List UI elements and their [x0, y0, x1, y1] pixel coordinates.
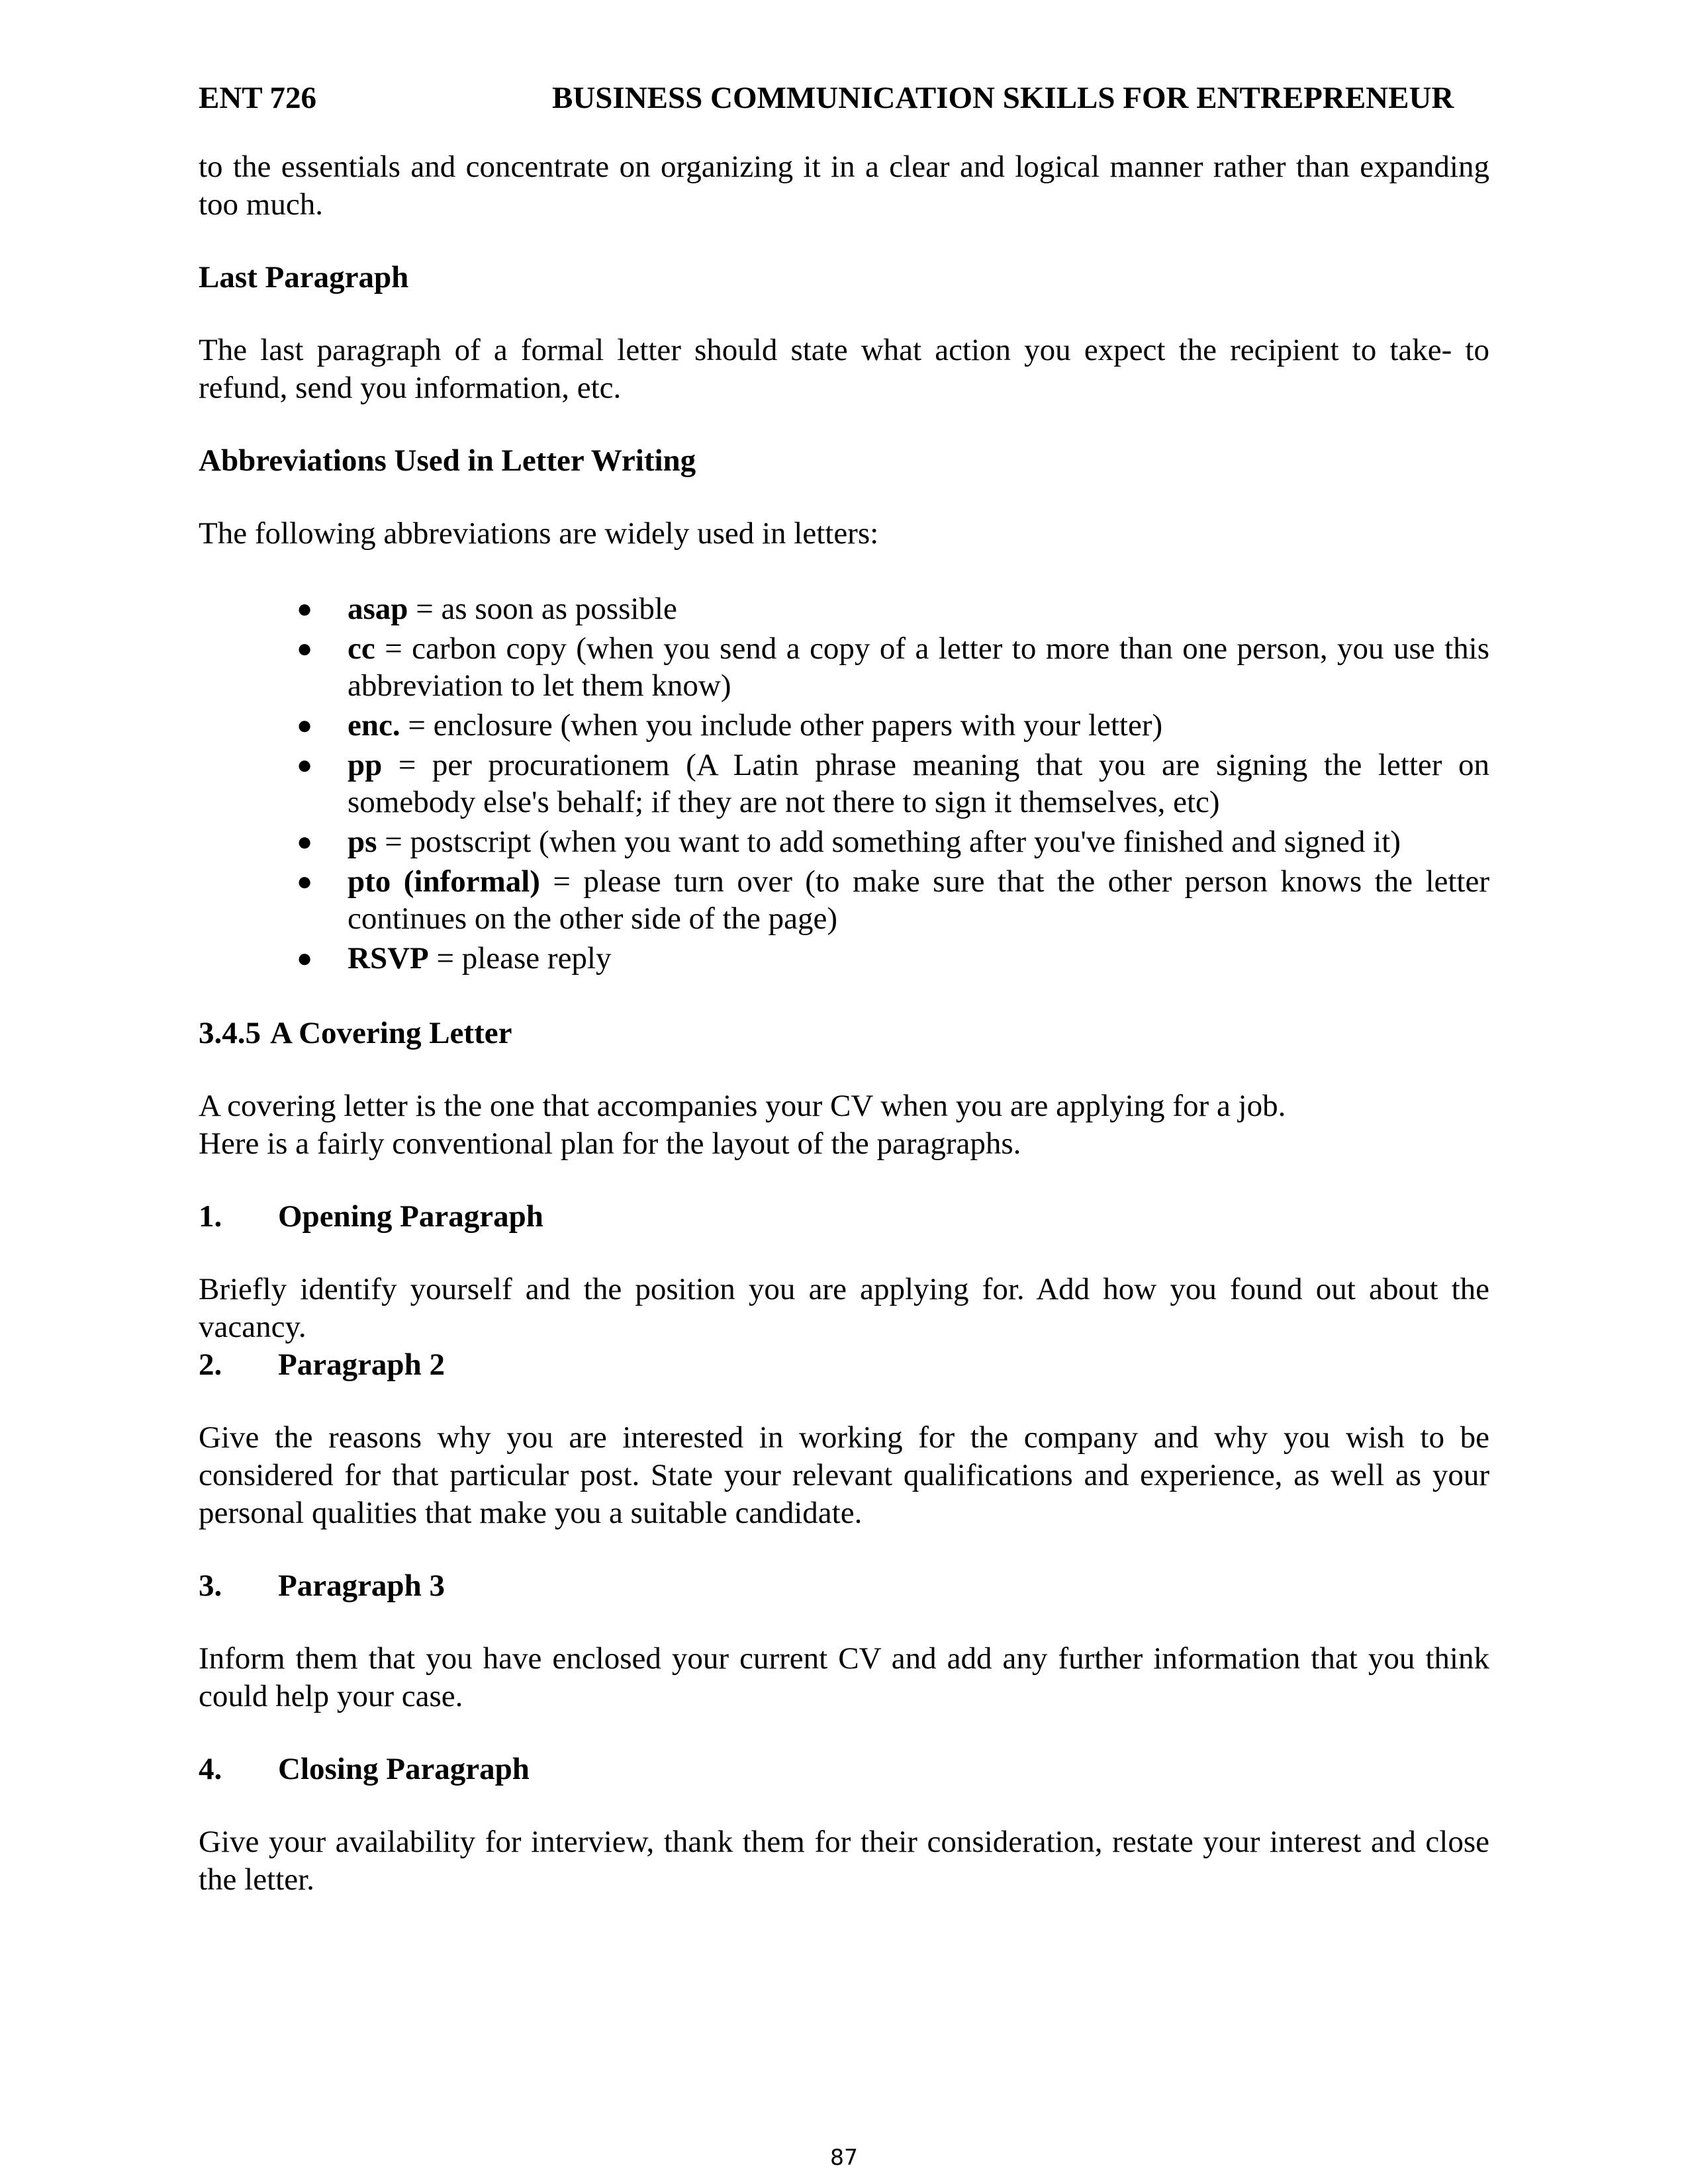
abbreviation-term: pp: [348, 748, 383, 782]
last-paragraph-heading: Last Paragraph: [199, 260, 409, 295]
bullet-icon: ●: [297, 866, 313, 896]
covering-intro-2: Here is a fairly conventional plan for the layout of the paragraphs.: [199, 1126, 1021, 1161]
intro-paragraph: to the essentials and concentrate on organizing it in a clear and logical manner rather than expanding too much.: [199, 150, 1489, 222]
list-item: [297, 863, 1489, 937]
plan-text-4: Give your availability for interview, thank them for their consideration, restate your interest and close the letter.: [199, 1825, 1489, 1897]
plan-heading-label: Opening Paragraph: [278, 1199, 543, 1234]
section-number: 3.4.5: [199, 1016, 261, 1050]
plan-number: 1.: [199, 1199, 222, 1234]
last-paragraph-text: The last paragraph of a formal letter should state what action you expect the recipient to take- to refund, send you information, etc.: [199, 333, 1489, 405]
plan-text-2: Give the reasons why you are interested in working for the company and why you wish to be considered for that particular post. State your relevant qualifications and experience, as well as your personal qualities that make you a suitable candidate.: [199, 1420, 1489, 1530]
plan-heading-label: Paragraph 3: [278, 1569, 445, 1603]
list-item: [297, 940, 1489, 977]
abbreviation-definition: = please turn over (to make sure that the other person knows the letter continues on the other side of the page): [348, 864, 1489, 936]
list-item: [297, 707, 1489, 744]
plan-number: 2.: [199, 1347, 222, 1382]
abbreviation-term: asap: [348, 592, 408, 626]
abbreviation-term: cc: [348, 631, 375, 666]
list-item: [297, 590, 1489, 627]
section-heading: [199, 1015, 1489, 1052]
abbreviation-definition: = enclosure (when you include other papers with your letter): [400, 708, 1163, 743]
plan-heading-2: [199, 1346, 1489, 1384]
abbreviation-definition: = carbon copy (when you send a copy of a letter to more than one person, you use this abbreviation to let them know): [348, 631, 1489, 703]
bullet-icon: ●: [297, 633, 313, 663]
page-number: 87: [830, 2144, 858, 2170]
bullet-icon: ●: [297, 594, 313, 623]
plan-number: 3.: [199, 1569, 222, 1603]
abbreviation-term: RSVP: [348, 941, 429, 976]
bullet-icon: ●: [297, 943, 313, 973]
plan-heading-1: [199, 1198, 1489, 1236]
abbreviation-definition: = as soon as possible: [408, 592, 677, 626]
list-item: [297, 747, 1489, 821]
covering-intro-1: A covering letter is the one that accompanies your CV when you are applying for a job.: [199, 1089, 1286, 1123]
plan-heading-4: [199, 1751, 1489, 1788]
plan-heading-3: [199, 1567, 1489, 1605]
abbreviation-definition: = please reply: [428, 941, 612, 976]
course-title: BUSINESS COMMUNICATION SKILLS FOR ENTREPRENEUR: [552, 81, 1454, 115]
list-item: [297, 823, 1489, 860]
bullet-icon: ●: [297, 710, 313, 740]
plan-text-3: Inform them that you have enclosed your current CV and add any further information that you think could help your case.: [199, 1641, 1489, 1713]
abbreviation-term: enc.: [348, 708, 400, 743]
plan-heading-label: Paragraph 2: [278, 1347, 445, 1382]
abbreviations-intro: The following abbreviations are widely used in letters:: [199, 516, 879, 551]
abbreviations-list: [199, 590, 1489, 977]
page-content: [199, 148, 1489, 1899]
bullet-icon: ●: [297, 827, 313, 856]
abbreviation-definition: = per procurationem (A Latin phrase meaning that you are signing the letter on somebody else's behalf; if they are not there to sign it themselves, etc): [348, 748, 1489, 819]
plan-number: 4.: [199, 1752, 222, 1786]
plan-heading-label: Closing Paragraph: [278, 1752, 530, 1786]
course-code: ENT 726: [199, 81, 317, 115]
abbreviation-term: ps: [348, 825, 377, 859]
section-title: A Covering Letter: [270, 1016, 512, 1050]
list-item: [297, 630, 1489, 704]
abbreviation-definition: = postscript (when you want to add something after you've finished and signed it): [377, 825, 1401, 859]
abbreviations-heading: Abbreviations Used in Letter Writing: [199, 443, 696, 478]
abbreviation-term: pto (informal): [348, 864, 540, 899]
bullet-icon: ●: [297, 750, 313, 780]
plan-text-1: Briefly identify yourself and the position you are applying for. Add how you found out about the vacancy.: [199, 1272, 1489, 1344]
